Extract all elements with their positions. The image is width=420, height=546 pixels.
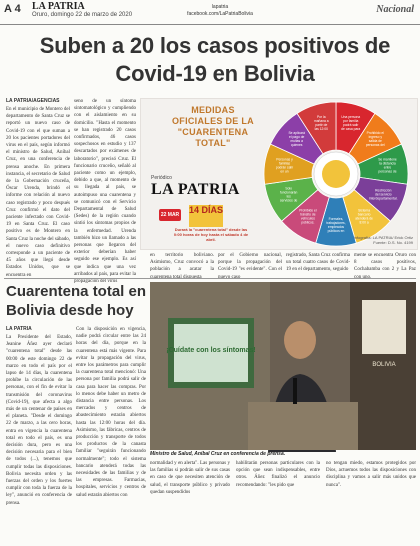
- page-number: A 4: [4, 3, 21, 15]
- article1-column-2: seno de un síntoma sintomatológico y cumpliendo con el aislamiento en su domicilio. "Hasta el momento se han registrado 20 casos confirmados, 46 casos sospechosos en estudio y 137 descartados por exámenes de laboratorio", precisó Cruz. El funcionario cruceño, señaló al paciente como un ejemplo, debido a que, al momento de su llegada al país, se autoimpuso una cuarentena y se comunicó con el Servicio Departamental de Salud (Sedes) de la región cuando sintió los síntomas propios de la enfermedad. Urenda también hizo un llamado a las personas que llegaron del exterior deberían haber seguido ese ejemplo. Es así que indica que una vez arribados al país, para evitar la propagación del virus: [74, 99, 136, 285]
- social-links: [180, 4, 260, 18]
- wheel-segment-label: Sistema bancario atenderá de 8:00 a: [355, 208, 373, 225]
- wheel-segment-label: Se mantiene la distancia entre personas de: [378, 157, 397, 174]
- social-url: facebook.com/LaPatriaBolivia: [187, 11, 253, 17]
- photo-caption: Ministro de Salud, Aníbal Cruz en conferencia de prensa.: [150, 451, 286, 457]
- wheel-segment-label: Formales, trabajadores, empleados públicos en: [326, 217, 346, 233]
- press-conference-photo: [150, 282, 416, 450]
- article2-column-1: La Presidente del Estado, Jeanine Áñez ayer declaró "cuarentena total" desde las 00:00 de este domingo 22 de marzo en todo el país por el lapso de 14 días, la cuarentena prohíbe la circulación de las personas, con el fin de evitar la transmisión del coronavirus (Covid-19), que afecta a algo más de un centenar de países en el planeta. "Desde el domingo 22 de marzo, a las cero horas, entra en vigencia la cuarentena total en todo el país, es una decisión dura, pero es una decisión necesaria para el bien de todos (...), tenemos que cumplir todas las disposiciones. Bolivia necesita orden y las fuerzas del orden y los fuertes cumplir con toda la fuerza de la ley", anunció en conferencia de prensa.: [6, 335, 72, 506]
- infographic-title: MEDIDAS OFICIALES DE LA "CUARENTENA TOTAL": [171, 105, 254, 148]
- wheel-segment-label: Prohibido el tránsito de vehículos públicos.: [299, 208, 317, 225]
- wheel-segment-label: Restricción del servicio interdepartamental.: [369, 188, 398, 201]
- infographic-wheel: [261, 101, 411, 247]
- wheel-hub: [322, 160, 350, 188]
- article2-bottom-col-2: habilitarán personas particulares con la opción que sean indispensables, entre otros. Áñez finalizó el anuncio recomendando: "les pido que: [236, 461, 320, 488]
- wheel-segment-label: Una persona por familia podrá salir de casa para: [341, 115, 361, 132]
- page-date: Oruro, domingo 22 de marzo de 2020: [32, 12, 133, 18]
- infographic: [140, 98, 418, 250]
- article2-column-2: Con la disposición en vigencia, nadie podrá circular entre las 24 horas del día, porque en la cuarentena está más vigente. Para evitar la propagación del virus, entre los parámetros para cumplir la cuarentena total mencionó: Una persona por familia podrá salir de casa para hacer las compras. Por lo menos debe haber un metro de distancia entre personas. Los mercados y centros de abastecimiento estarán abiertos hasta las 12:00 horas del día. Asimismo, las fábricas, centros de producción y transporte de todos los productos de la canasta familiar "seguirán funcionando normalmente"; todo el sistema bancario atenderá todas las necesidades de las familias y de las empresas. Farmacias, hospitales, servicios y centros de salud estarán abiertos con: [76, 327, 146, 498]
- infographic-note: Durará la "cuarentena total" desde las 0:00 horas de hoy hasta el sábado 4 de abril.: [173, 227, 249, 242]
- article1-bottom-col-4: mente se encuentra Oruro con 8 casos positivos, Cochabamba con 2 y La Paz: [354, 253, 416, 273]
- photo-illustration: [150, 282, 416, 450]
- photo-emblem: [362, 300, 406, 354]
- article1-bottom-col-1: en territorio boliviano. Asimismo, Cruz convocó a la población a acatar la: [150, 253, 214, 273]
- secondary-headline: Cuarentena total en Bolivia desde hoy: [6, 283, 147, 319]
- paper-name: LA PATRIA: [32, 1, 85, 12]
- section-divider: [4, 278, 416, 279]
- article1-bottom-col-2: por el Gobierno nacional, porque la propagación del Covid-19 "es evidente". Con el: [218, 253, 282, 273]
- article2-bottom-col-3: no tengan miedo, estamos protegidos por Dios, actuemos todos las disposiciones con disciplina y vamos a salir más unidos que nunca".: [326, 461, 416, 488]
- social-handle: lapatria: [211, 4, 229, 10]
- infographic-brand: LA PATRIA: [151, 181, 240, 198]
- article1-byline: LA PATRIA/AGENCIAS: [6, 98, 60, 104]
- article2-byline: LA PATRIA: [6, 326, 32, 332]
- infographic-brand-small: Periódico: [151, 175, 172, 181]
- photo-poster-text: ¡Cuídate con los síntomas!: [166, 347, 256, 354]
- wheel-segment-label: Personas y familias podrán salir en un: [275, 157, 294, 174]
- photo-speaker-head: [284, 321, 316, 359]
- infographic-credit: Infografía: LA PATRIA/ Erick Ortiz Fuente: D.S. No. 4199: [353, 235, 413, 245]
- infographic-date-badge: 22 MAR: [159, 209, 181, 221]
- wheel-segment-label: Por la mañana a partir de las 12:00: [313, 115, 329, 132]
- article1-column-1: En el municipio de Montero del departamento de Santa Cruz se reportó un nuevo caso de Covid-19 con el que suman a 20 los pacientes portadores del virus en el país, según informó el ministro de Salud, Aníbal Cruz, en una conferencia de prensa anoche. En primera instancia, el secretario de Salud de la Gobernación cruceña, Óscar Urenda, brindó el informe con relación al nuevo caso registrado y poco después Cruz confirmó el dato del paciente infectado con Covid-19 en Santa Cruz. El caso positivo es de Montero en Santa Cruz la noche del sábado, el nuevo caso definitivo corresponde a un paciente de 45 años que llegó desde Estados Unidos, que se encuentra en: [6, 107, 70, 278]
- main-headline: Suben a 20 los casos positivos de Covid-19 en Bolivia: [39, 33, 391, 86]
- wheel-segment-label: Prohibido el ingreso y salida de personas del: [365, 130, 385, 147]
- wheel-segment-label: Se aplicará el pago de multas a quienes: [288, 130, 305, 147]
- wheel-segment-label: Solo funcionarán los servicios de: [279, 186, 298, 203]
- article2-bottom-col-1: normalidad y en alerta". Las personas y las familias si podrán salir de sus casas en caso de que necesiten atención de salud, el transporte público y privado quedan suspendidos: [150, 461, 230, 495]
- photo-brand: BOLIVIA: [372, 362, 396, 368]
- article1-bottom-col-3: registrado, Santa Cruz confirma un total cuatro casos de Covid-19 en el departamento, seguido: [286, 253, 350, 273]
- photo-podium: [248, 402, 358, 450]
- section-label: Nacional: [376, 4, 414, 15]
- photo-microphone: [293, 378, 297, 404]
- infographic-days-badge: 14 DÍAS: [189, 205, 223, 227]
